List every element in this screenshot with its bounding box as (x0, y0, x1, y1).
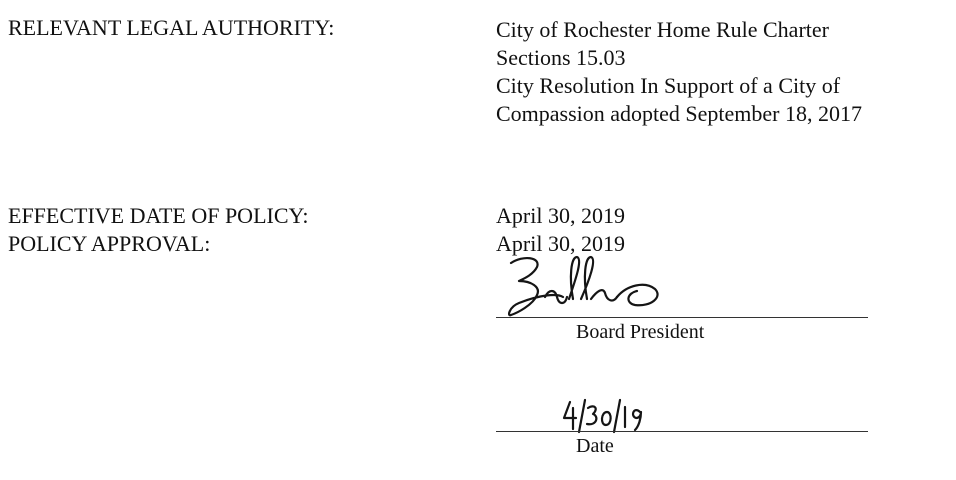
signature-line (496, 317, 868, 318)
policy-approval-label: POLICY APPROVAL: (8, 231, 211, 256)
legal-authority-line: City Resolution In Support of a City of (496, 73, 841, 98)
handwritten-date (560, 398, 650, 434)
legal-authority-line: Sections 15.03 (496, 45, 626, 70)
legal-authority-line: Compassion adopted September 18, 2017 (496, 101, 863, 126)
legal-authority-label: RELEVANT LEGAL AUTHORITY: (8, 15, 335, 40)
date-caption: Date (576, 435, 614, 457)
signature-caption: Board President (576, 321, 705, 343)
policy-approval-value: April 30, 2019 (496, 231, 625, 256)
board-president-signature (505, 253, 675, 325)
effective-date-label: EFFECTIVE DATE OF POLICY: (8, 203, 309, 228)
legal-authority-value (496, 16, 862, 128)
legal-authority-line: City of Rochester Home Rule Charter (496, 17, 829, 42)
effective-date-value: April 30, 2019 (496, 203, 625, 228)
date-line (496, 431, 868, 432)
